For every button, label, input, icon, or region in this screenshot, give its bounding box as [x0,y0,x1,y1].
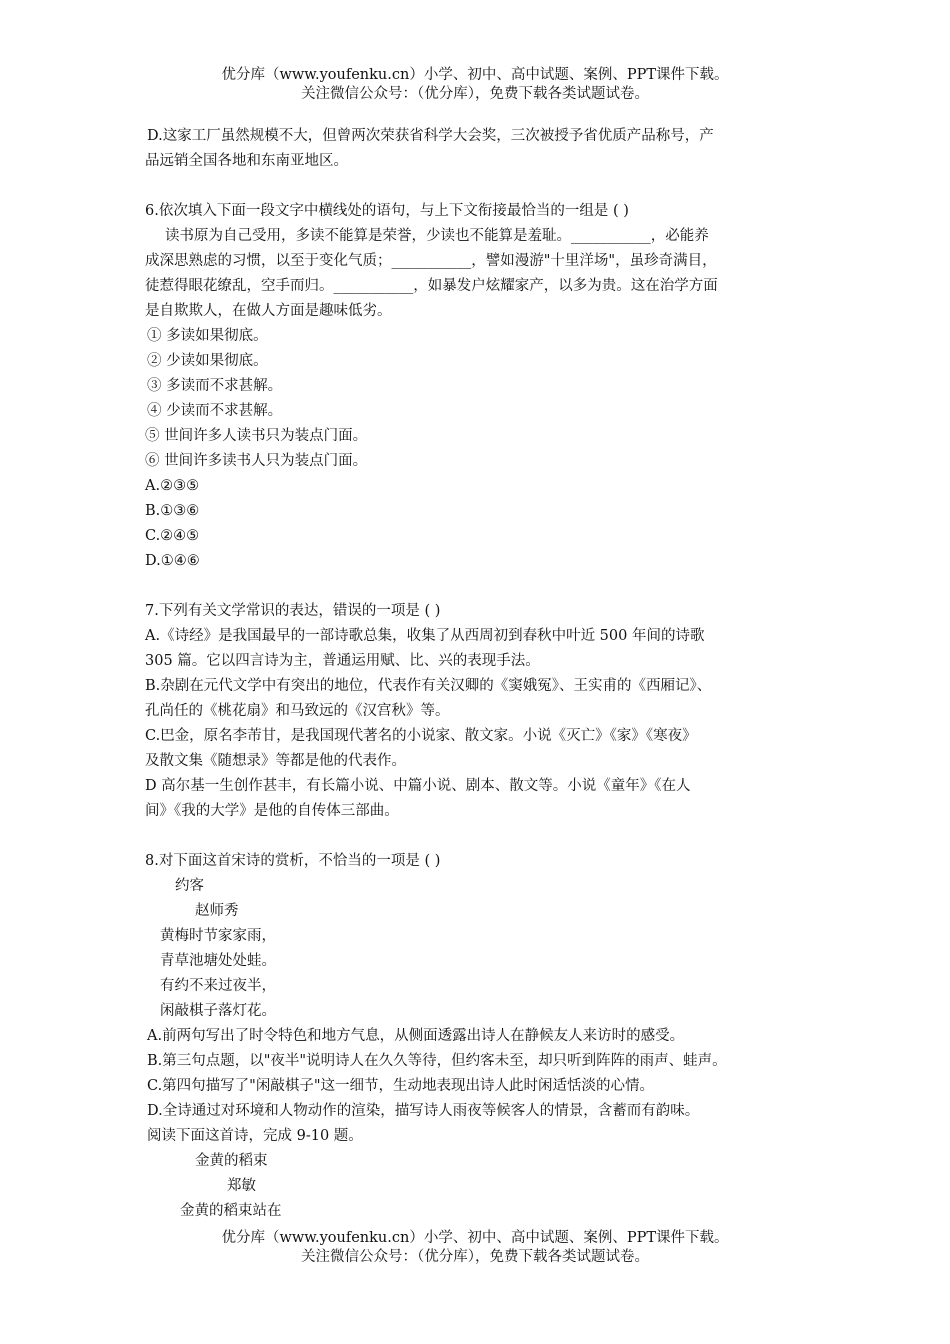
q9-intro: 阅读下面这首诗，完成 9-10 题。 [147,1128,363,1144]
q5-option-d-line-2: 品远销全国各地和东南亚地区。 [145,153,348,169]
q8-poem-title: 约客 [175,878,204,894]
spacer [145,174,815,199]
q6-option-c: C.②④⑤ [145,528,200,544]
q9-poem-title: 金黄的稻束 [195,1153,268,1169]
q6-item: ③ 多读而不求甚解。 [147,378,283,394]
q8-poem-author: 赵师秀 [195,903,239,919]
q7-line: 及散文集《随想录》等都是他的代表作。 [145,753,406,769]
footer-line-1: 优分库（www.youfenku.cn）小学、初中、高中试题、案例、PPT课件下载。 [221,1230,729,1246]
q7-line: 间》《我的大学》是他的自传体三部曲。 [145,803,399,819]
footer-line-2: 关注微信公众号：（优分库），免费下载各类试题试卷。 [301,1249,649,1265]
q6-passage-line: 是自欺欺人，在做人方面是趣味低劣。 [145,303,392,319]
spacer [145,574,815,599]
q9-poem-first-line: 金黄的稻束站在 [180,1203,282,1219]
q9-poem-author: 郑敏 [227,1178,256,1194]
q6-passage-line: 徒惹得眼花缭乱，空手而归。___________，如暴发户炫耀家产，以多为贵。这在治学方面 [145,278,718,294]
q8-option-b: B.第三句点题，以"夜半"说明诗人在久久等待，但约客未至，却只听到阵阵的雨声、蛙声。 [147,1053,727,1069]
q8-stem: 8.对下面这首宋诗的赏析，不恰当的一项是 ( ) [145,853,441,869]
q8-poem-line: 有约不来过夜半， [160,978,276,994]
q7-line: C.巴金，原名李芾甘，是我国现代著名的小说家、散文家。小说《灭亡》《家》《寒夜》 [145,728,697,744]
q6-item: ⑥ 世间许多读书人只为装点门面。 [145,453,368,469]
q5-option-d-line-1: D.这家工厂虽然规模不大，但曾两次荣获省科学大会奖，三次被授予省优质产品称号，产 [147,128,714,144]
q6-passage-line: 成深思熟虑的习惯，以至于变化气质；___________，譬如漫游"十里洋场"，虽珍奇满目， [145,253,717,269]
q8-option-d: D.全诗通过对环境和人物动作的渲染，描写诗人雨夜等候客人的情景，含蓄而有韵味。 [147,1103,700,1119]
q7-line: 孔尚任的《桃花扇》和马致远的《汉宫秋》等。 [145,703,450,719]
q8-option-a: A.前两句写出了时令特色和地方气息，从侧面透露出诗人在静候友人来访时的感受。 [147,1028,685,1044]
q6-stem: 6.依次填入下面一段文字中横线处的语句，与上下文衔接最恰当的一组是 ( ) [145,203,629,219]
header-line-2: 关注微信公众号：（优分库），免费下载各类试题试卷。 [301,86,649,102]
q7-line: A.《诗经》是我国最早的一部诗歌总集，收集了从西周初到春秋中叶近 500 年间的诗歌 [145,628,705,644]
q8-poem-line: 闲敲棋子落灯花。 [160,1003,276,1019]
q8-poem-line: 黄梅时节家家雨， [160,928,276,944]
q6-option-a: A.②③⑤ [145,478,200,494]
q6-item: ① 多读如果彻底。 [147,328,268,344]
q7-stem: 7.下列有关文学常识的表达，错误的一项是 ( ) [145,603,441,619]
q8-option-c: C.第四句描写了"闲敲棋子"这一细节，生动地表现出诗人此时闲适恬淡的心情。 [147,1078,655,1094]
q7-line: B.杂剧在元代文学中有突出的地位，代表作有关汉卿的《窦娥冤》、王实甫的《西厢记》、 [145,678,712,694]
q6-item: ⑤ 世间许多人读书只为装点门面。 [145,428,368,444]
q7-line: D 高尔基一生创作甚丰，有长篇小说、中篇小说、剧本、散文等。小说《童年》《在人 [145,778,691,794]
page-header [0,66,950,104]
header-line-1: 优分库（www.youfenku.cn）小学、初中、高中试题、案例、PPT课件下载。 [221,67,729,83]
q6-passage-line: 读书原为自己受用，多读不能算是荣誉，少读也不能算是羞耻。___________，必能养 [165,228,709,244]
page-footer [0,1229,950,1267]
q7-line: 305 篇。它以四言诗为主，普通运用赋、比、兴的表现手法。 [145,653,540,669]
q6-option-b: B.①③⑥ [145,503,200,519]
q6-option-d: D.①④⑥ [145,553,200,569]
q8-poem-line: 青草池塘处处蛙。 [160,953,276,969]
q6-item: ② 少读如果彻底。 [147,353,268,369]
document-body [145,124,815,1224]
q6-item: ④ 少读而不求甚解。 [147,403,283,419]
spacer [145,824,815,849]
